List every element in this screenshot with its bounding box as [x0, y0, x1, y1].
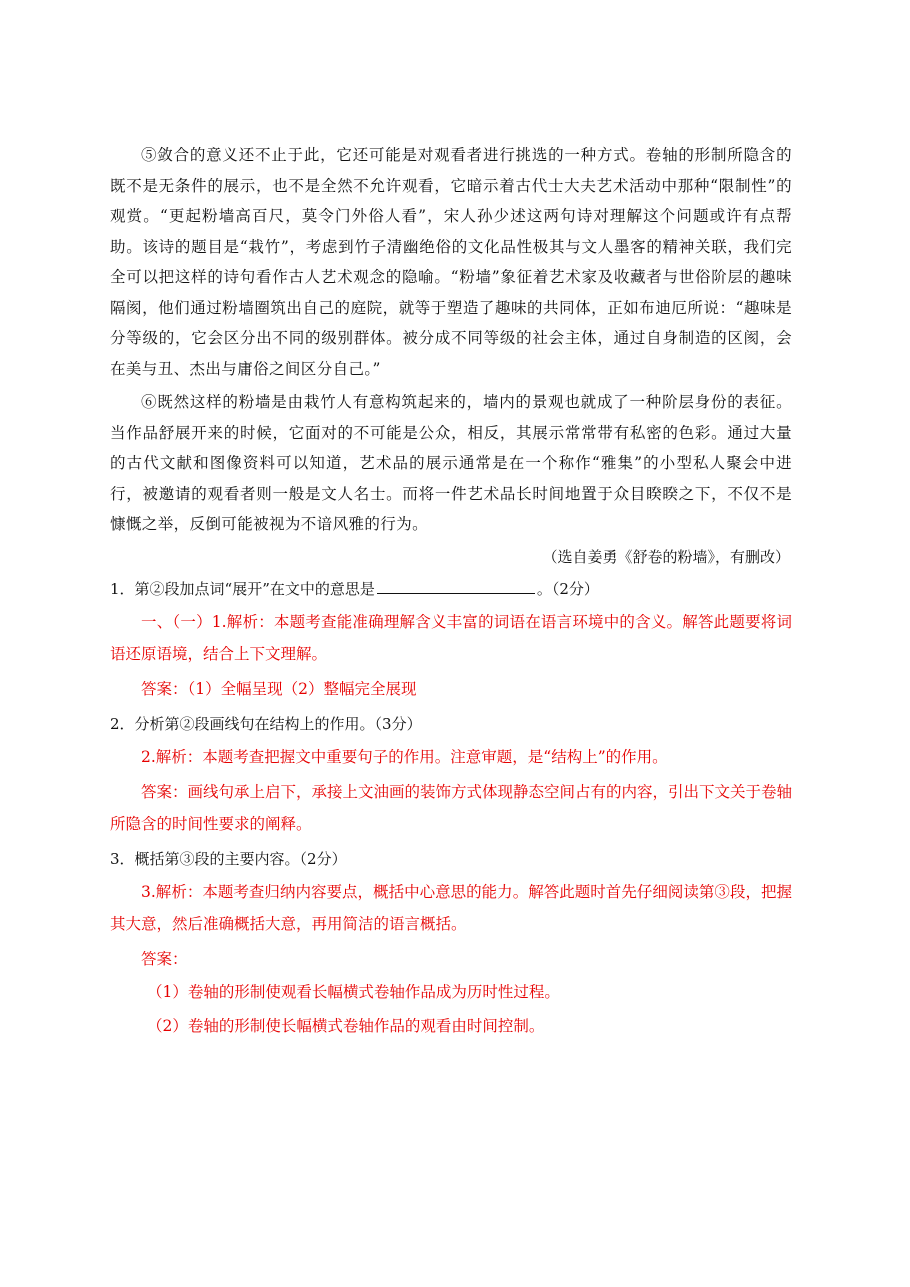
question-3-analysis: 3.解析：本题考查归纳内容要点，概括中心意思的能力。解答此题时首先仔细阅读第③段，把握其大意，然后准确概括大意，再用简洁的语言概括。 [110, 882, 792, 933]
answer-blank [377, 577, 535, 594]
question-1-prompt: 1．第②段加点词“展开”在文中的意思是 [110, 579, 375, 598]
question-3-answer-item: （2）卷轴的形制使长幅横式卷轴作品的观看由时间控制。 [147, 1016, 545, 1035]
question-3: 3．概括第③段的主要内容。（2分） [110, 849, 347, 868]
question-1-points: 。（2分） [536, 579, 599, 598]
question-1 [110, 572, 792, 606]
question-2: 2．分析第②段画线句在结构上的作用。（3分） [110, 714, 422, 733]
passage-source: （选自姜勇《舒卷的粉墙》，有删改） [542, 547, 790, 566]
question-1-answer: 答案：（1）全幅呈现（2）整幅完全展现 [141, 679, 417, 698]
question-3-answer-item: （1）卷轴的形制使观看长幅横式卷轴作品成为历时性过程。 [147, 982, 560, 1001]
question-1-analysis: 一、（一）1.解析：本题考查能准确理解含义丰富的词语在语言环境中的含义。解答此题要将词语还原语境，结合上下文理解。 [110, 612, 792, 663]
document-content [110, 140, 792, 1043]
question-2-analysis: 2.解析：本题考查把握文中重要句子的作用。注意审题，是“结构上”的作用。 [141, 747, 668, 766]
passage-paragraph-6: ⑥既然这样的粉墙是由栽竹人有意构筑起来的，墙内的景观也就成了一种阶层身份的表征。当作品舒展开来的时候，它面对的不可能是公众，相反，其展示常常带有私密的色彩。通过大量的古代文献和图像资料可以知道，艺术品的展示通常是在一个称作“雅集”的小型私人聚会中进行，被邀请的观看者则一般是文人名士。而将一件艺术品长时间地置于众目睽睽之下，不仅不是慷慨之举，反倒可能被视为不谙风雅的行为。 [110, 393, 792, 533]
question-2-answer: 答案：画线句承上启下，承接上文油画的装饰方式体现静态空间占有的内容，引出下文关于卷轴所隐含的时间性要求的阐释。 [110, 782, 793, 833]
question-3-answer-label: 答案： [141, 949, 188, 968]
passage-paragraph-5: ⑤敛合的意义还不止于此，它还可能是对观看者进行挑选的一种方式。卷轴的形制所隐含的既不是无条件的展示，也不是全然不允许观看，它暗示着古代士大夫艺术活动中那种“限制性”的观赏。“更起粉墙高百尺，莫令门外俗人看”，宋人孙少述这两句诗对理解这个问题或许有点帮助。该诗的题目是“栽竹”，考虑到竹子清幽绝俗的文化品性极其与文人墨客的精神关联，我们完全可以把这样的诗句看作古人艺术观念的隐喻。“粉墙”象征着艺术家及收藏者与世俗阶层的趣味隔阂，他们通过粉墙圈筑出自己的庭院，就等于塑造了趣味的共同体，正如布迪厄所说：“趣味是分等级的，它会区分出不同的级别群体。被分成不同等级的社会主体，通过自身制造的区阂，会在美与丑、杰出与庸俗之间区分自己。” [110, 146, 792, 378]
